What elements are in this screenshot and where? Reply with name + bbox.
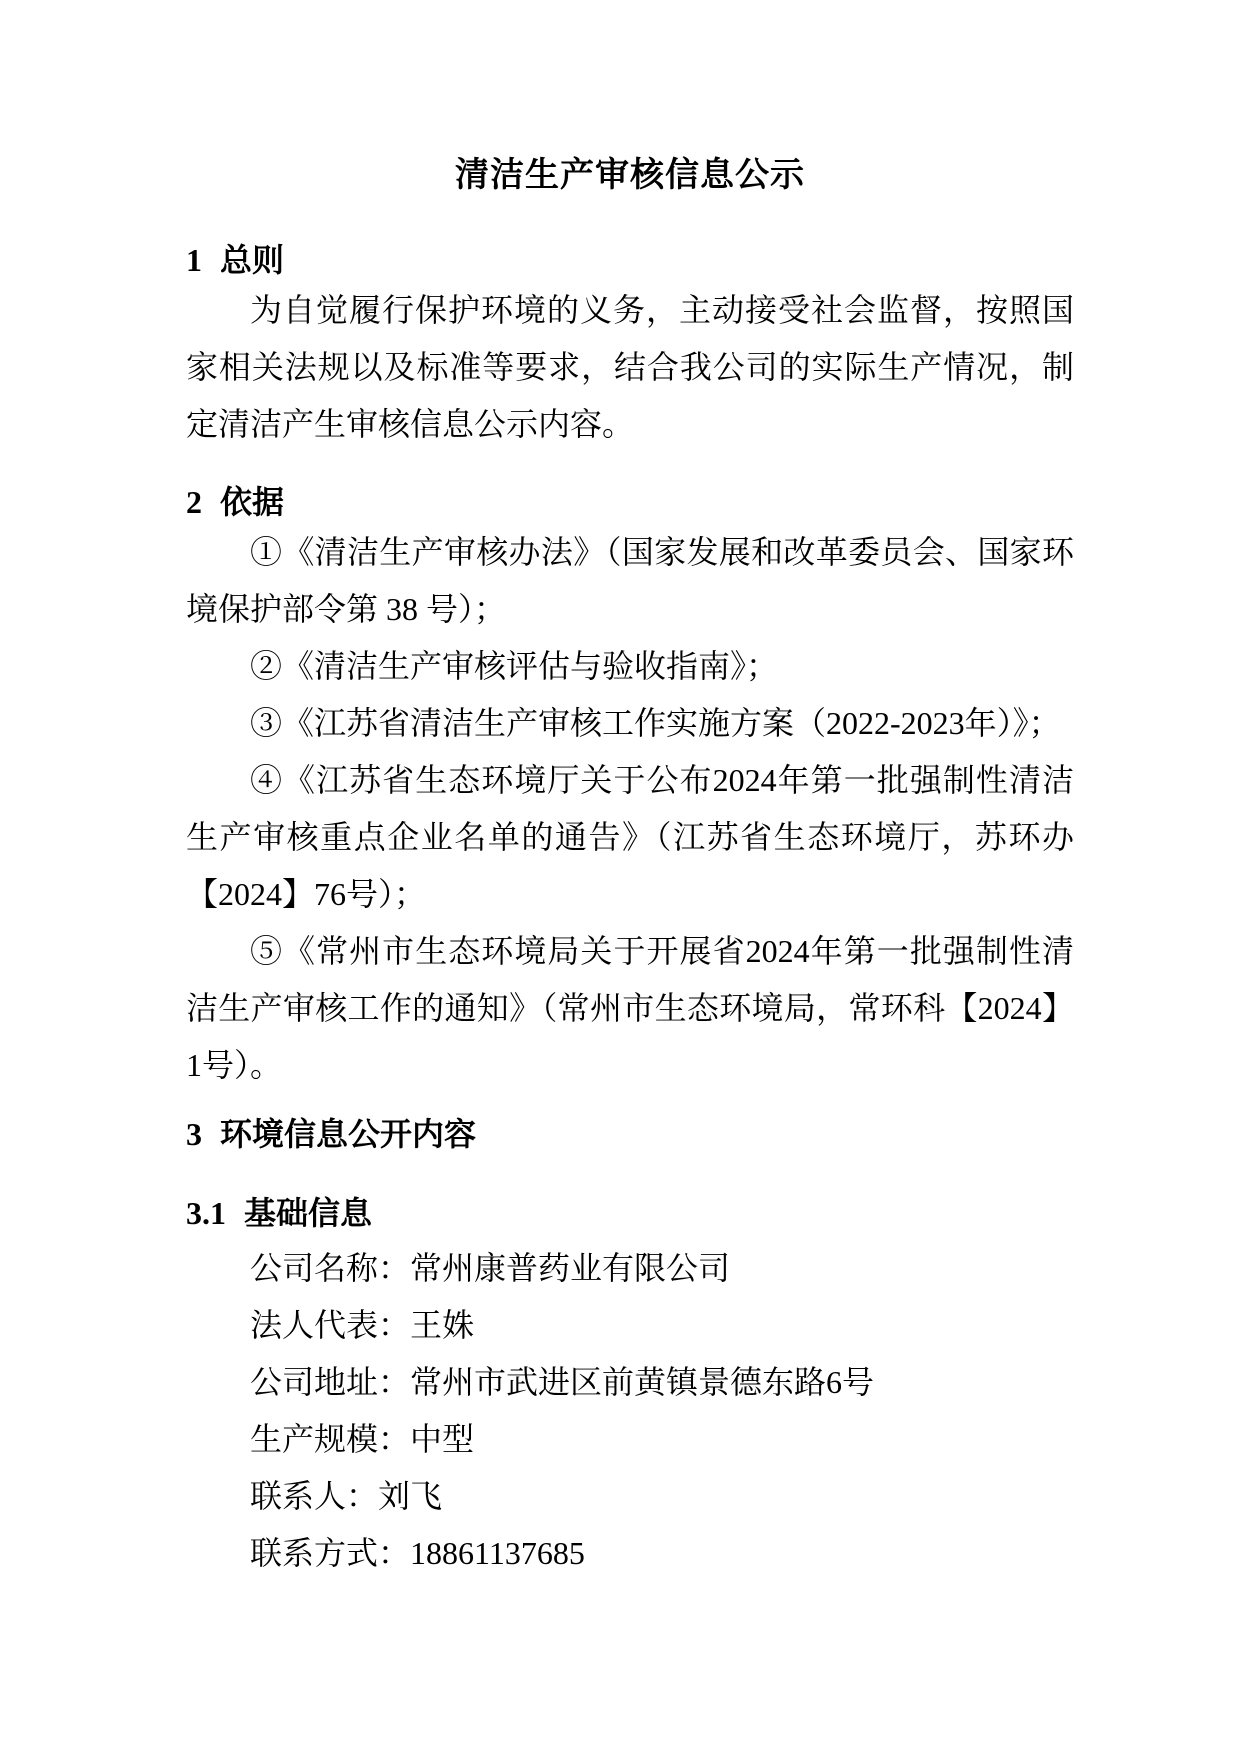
- field-value: 常州市武进区前黄镇景德东路6号: [410, 1364, 875, 1400]
- field-legal-representative: [186, 1297, 1074, 1354]
- section-1-number: 1: [186, 242, 202, 278]
- field-contact-person: [186, 1468, 1074, 1525]
- field-label: 联系方式：: [250, 1535, 411, 1571]
- section-3-heading: [186, 1112, 1074, 1156]
- section-3-1-heading: [186, 1191, 1074, 1235]
- field-label: 公司名称：: [250, 1250, 411, 1286]
- section-1-paragraph: 为自觉履行保护环境的义务，主动接受社会监督，按照国家相关法规以及标准等要求，结合我公司的实际生产情况，制定清洁产生审核信息公示内容。: [186, 292, 1074, 442]
- field-label: 公司地址：: [250, 1364, 411, 1400]
- field-company-name: [186, 1240, 1074, 1297]
- reference-item: ④《江苏省生态环境厅关于公布2024年第一批强制性清洁生产审核重点企业名单的通告》（江苏省生态环境厅，苏环办【2024】76号）；: [186, 762, 1074, 912]
- field-production-scale: [186, 1411, 1074, 1468]
- field-value: 刘飞: [378, 1478, 443, 1514]
- section-2-heading: [186, 480, 1074, 524]
- field-value: 王姝: [410, 1307, 475, 1343]
- field-company-address: [186, 1354, 1074, 1411]
- field-label: 生产规模：: [250, 1421, 411, 1457]
- field-contact-method: [186, 1525, 1074, 1582]
- reference-item: ①《清洁生产审核办法》（国家发展和改革委员会、国家环境保护部令第 38 号）；: [186, 534, 1074, 627]
- section-2-heading-text: 依据: [220, 484, 285, 520]
- field-label: 法人代表：: [250, 1307, 411, 1343]
- reference-item: ⑤《常州市生态环境局关于开展省2024年第一批强制性清洁生产审核工作的通知》（常州市生态环境局，常环科【2024】1号）。: [186, 933, 1074, 1083]
- section-2-number: 2: [186, 484, 202, 520]
- field-value: 常州康普药业有限公司: [410, 1250, 731, 1286]
- section-3-1-number: 3.1: [186, 1195, 226, 1231]
- reference-item: ②《清洁生产审核评估与验收指南》；: [250, 648, 779, 684]
- section-1-heading: [186, 238, 1074, 282]
- section-3-1-heading-text: 基础信息: [244, 1195, 373, 1231]
- field-value: 中型: [410, 1421, 475, 1457]
- document-content: [0, 152, 1240, 1582]
- section-1-heading-text: 总则: [220, 242, 285, 278]
- reference-item: ③《江苏省清洁生产审核工作实施方案（2022-2023年）》；: [250, 705, 1061, 741]
- field-label: 联系人：: [250, 1478, 379, 1514]
- document-title: 清洁生产审核信息公示: [455, 157, 805, 194]
- section-3-number: 3: [186, 1116, 202, 1152]
- section-3-heading-text: 环境信息公开内容: [220, 1116, 477, 1152]
- field-value: 18861137685: [410, 1535, 585, 1571]
- basic-info-fields: [186, 1240, 1074, 1582]
